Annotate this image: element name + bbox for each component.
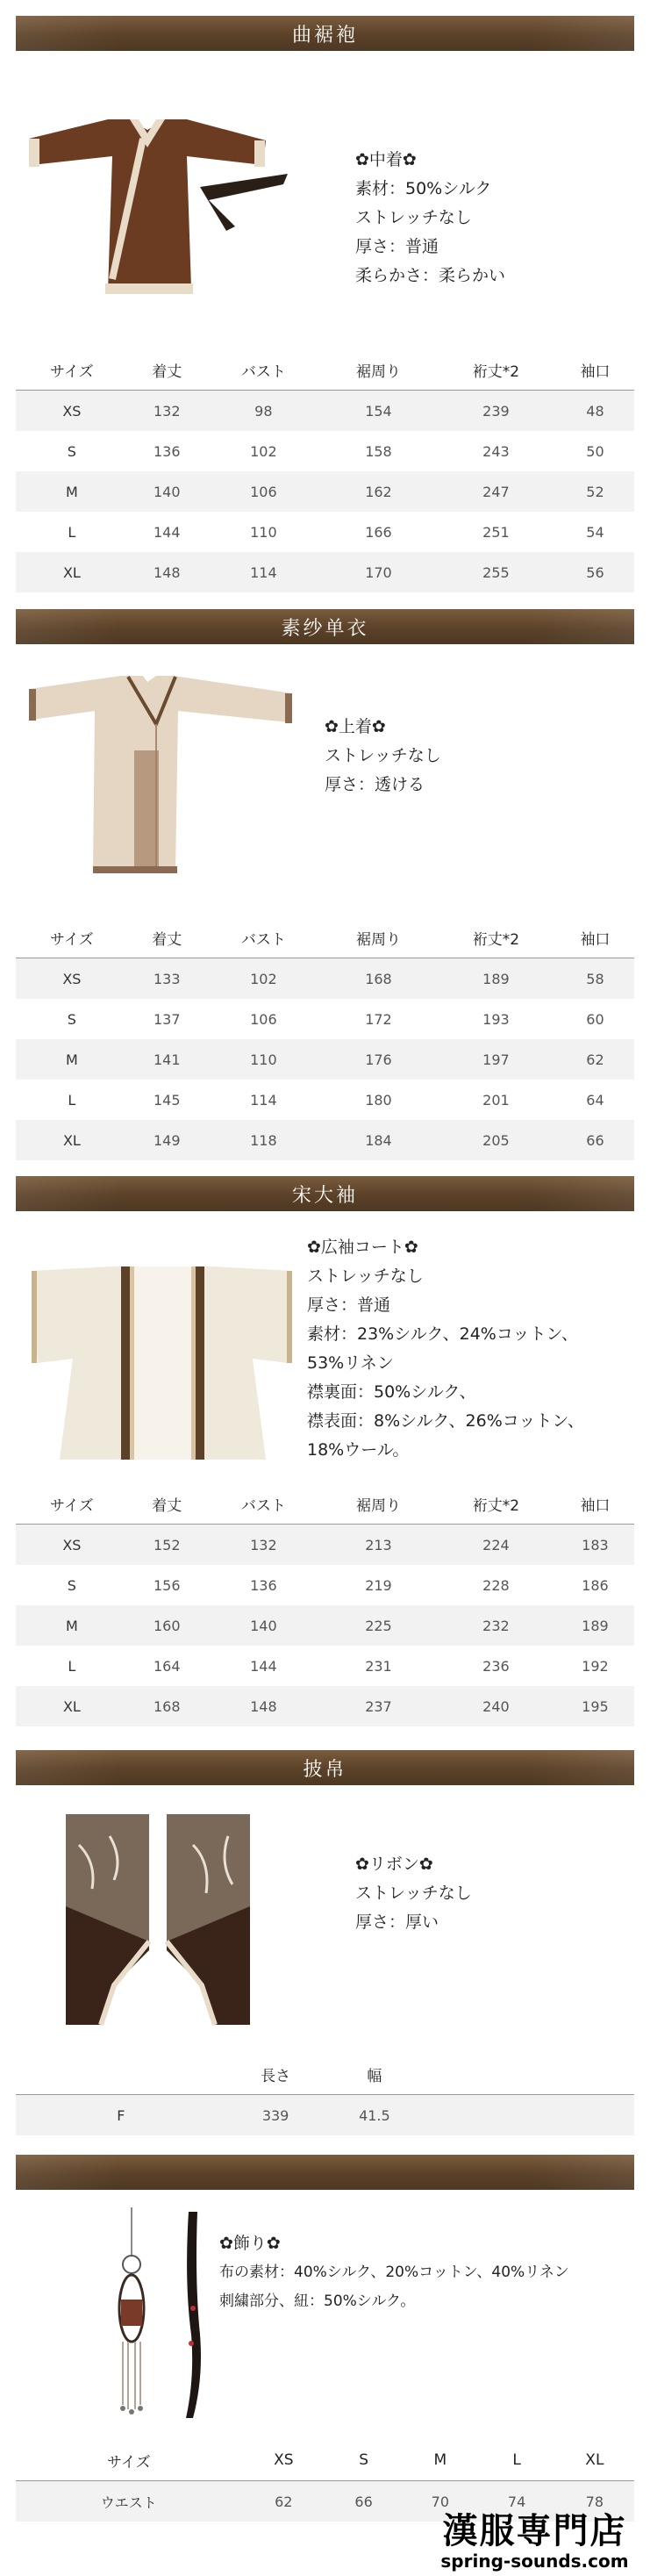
wide-sleeve-coat-illustration <box>25 1262 301 1464</box>
size-table-songdaxiu: サイズ 着丈 バスト 裾周り 裄丈*2 袖口 XS 152 132 213 224 183 S 156 136 219 228 186 M 160 140 225 232 189 L 164 144 231 236 192 XL 168 148 237 240 195 <box>16 1483 634 1726</box>
specs-pibo <box>355 1850 472 1937</box>
section-header-pibo <box>16 1750 634 1785</box>
specs-ornament <box>219 2229 569 2316</box>
section-title: 宋大袖 <box>291 1184 358 1207</box>
specs-qujupao <box>355 146 505 291</box>
table-row: S 137 106 172 193 60 <box>67 1010 604 1028</box>
size-table-ornament: サイズ XS S M L XL ウエスト 62 66 70 74 78 <box>16 2440 634 2522</box>
specs-susha <box>325 713 441 800</box>
section-header-susha <box>16 609 634 644</box>
table-row: M 160 140 225 232 189 <box>16 1605 634 1646</box>
shop-logo <box>423 2512 646 2572</box>
spec-line: 厚さ：普通 <box>355 237 439 256</box>
ribbon-shawl-illustration <box>61 1810 254 2029</box>
specs-songdaxiu <box>307 1233 584 1465</box>
spec-line: ✿上着✿ <box>325 717 386 736</box>
spec-line: ストレッチなし <box>355 208 472 227</box>
spec-line: 襟裏面：50%シルク、 <box>307 1382 476 1402</box>
size-table-susha: サイズ 着丈 バスト 裾周り 裄丈*2 袖口 XS 133 102 168 189 58 S 137 106 172 193 60 M 141 110 176 197 62 L 145 114 180 201 64 XL 149 118 184 205 66 <box>16 917 634 1160</box>
spec-line: 襟表面：8%シルク、26%コットン、 <box>307 1411 584 1431</box>
section-header-qujupao <box>16 16 634 51</box>
section-title: 曲裾袍 <box>291 24 358 47</box>
section-title: 素纱单衣 <box>281 617 369 640</box>
table-row: XL 168 148 237 240 195 <box>16 1686 634 1726</box>
section-header-songdaxiu <box>16 1176 634 1211</box>
spec-line: 布の素材：40%シルク、20%コットン、40%リネン <box>219 2264 569 2281</box>
table-row: S 136 102 158 243 50 <box>67 442 604 460</box>
spec-line: 厚さ：厚い <box>355 1912 439 1932</box>
spec-line: 刺繍部分、紐：50%シルク。 <box>219 2293 416 2310</box>
table-row: M 141 110 176 197 62 <box>16 1039 634 1080</box>
size-table-pibo: 長さ 幅 F 339 41.5 <box>16 2054 634 2135</box>
table-row: XS 133 102 168 189 58 <box>16 958 634 1000</box>
spec-line: ✿広袖コート✿ <box>307 1238 418 1257</box>
spec-line: ストレッチなし <box>325 746 441 765</box>
table-row: XL 148 114 170 255 56 <box>16 552 634 592</box>
spec-line: 厚さ：普通 <box>307 1295 391 1315</box>
spec-line: 柔らかさ：柔らかい <box>355 266 506 285</box>
shop-name: 漢服専門店 <box>442 2511 627 2551</box>
table-row: ウエスト 62 66 70 74 78 <box>16 2481 634 2522</box>
table-row: S 156 136 219 228 186 <box>67 1576 609 1594</box>
spec-line: 厚さ：透ける <box>325 775 425 794</box>
spec-line: ✿中着✿ <box>355 150 417 169</box>
table-row: XS 132 98 154 239 48 <box>16 391 634 432</box>
table-row: L 164 144 231 236 192 <box>68 1657 609 1675</box>
spec-line: ✿リボン✿ <box>355 1855 433 1874</box>
section-header-ornament <box>16 2155 634 2190</box>
spec-line: 53%リネン <box>307 1353 394 1373</box>
table-row: M 140 106 162 247 52 <box>16 471 634 512</box>
spec-line: ストレッチなし <box>355 1884 472 1903</box>
spec-line: ストレッチなし <box>307 1266 424 1286</box>
spec-line: 素材：50%シルク <box>355 179 492 198</box>
table-row: XL 149 118 184 205 66 <box>16 1120 634 1160</box>
spec-line: 18%ウール。 <box>307 1440 410 1460</box>
gauze-robe-illustration <box>25 671 305 878</box>
shop-url: spring-sounds.com <box>440 2551 629 2572</box>
table-row: L 145 114 180 201 64 <box>68 1091 604 1109</box>
table-row: F 339 41.5 <box>16 2095 634 2136</box>
spec-line: 素材：23%シルク、24%コットン、 <box>307 1324 578 1344</box>
spec-line: ✿飾り✿ <box>219 2234 281 2253</box>
table-row: XS 152 132 213 224 183 <box>16 1525 634 1566</box>
section-title: 披帛 <box>303 1758 347 1781</box>
size-table-qujupao: サイズ 着丈 バスト 裾周り 裄丈*2 袖口 XS 132 98 154 239 48 S 136 102 158 243 50 M 140 106 162 247 52 L 144 110 166 251 54 XL 148 114 170 255 56 <box>16 349 634 592</box>
ornament-illustration <box>96 2203 228 2422</box>
robe-illustration <box>25 104 305 305</box>
table-row: L 144 110 166 251 54 <box>68 523 604 541</box>
